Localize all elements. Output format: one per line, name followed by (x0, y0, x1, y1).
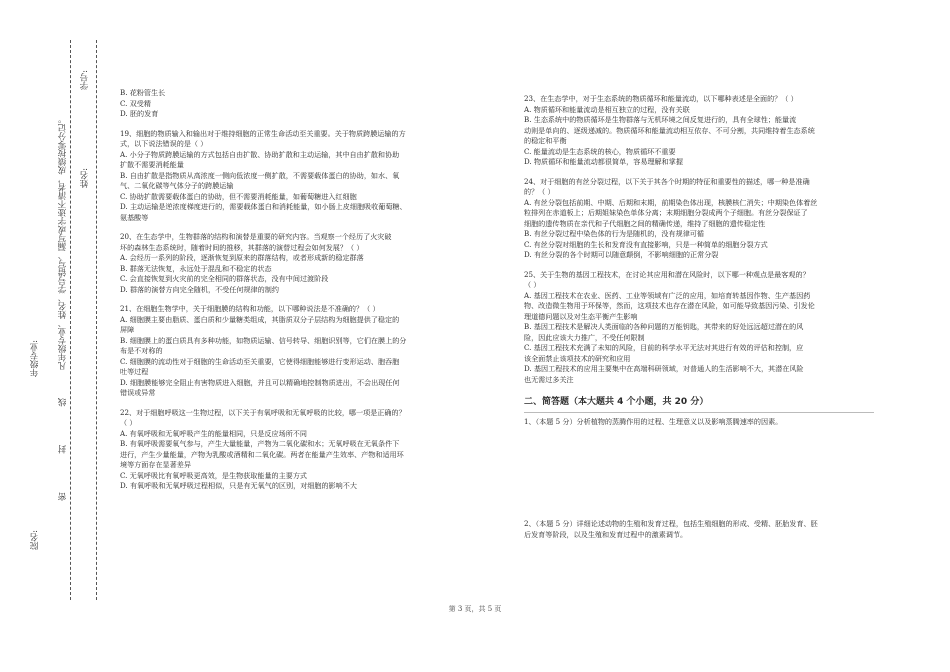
option-line: 的稳定和平衡 (524, 136, 567, 145)
question-line: 23、在生态学中，对于生态系统的物质循环和能量流动，以下哪种表述是全面的？（ ） (524, 94, 798, 103)
question-line: 1、（本题 5 分）分析植物的蒸腾作用的过程、生理意义以及影响蒸腾速率的因素。 (524, 416, 783, 426)
option-line: B. 生态系统中的物质循环是生物群落与无机环境之间反复进行的，具有全球性；能量流 (524, 115, 797, 124)
option-line: D. 物质循环和能量流动都很简单，容易理解和掌握 (524, 157, 683, 166)
option-line: 细胞的遗传物质在亲代和子代细胞之间的精确传递，维持了细胞的遗传稳定性 (524, 218, 766, 228)
option-line: B. 细胞膜上的蛋白质具有多种功能，如物质运输、信号转导、细胞识别等，它们在膜上的分 (120, 335, 407, 345)
seal-label: 密 封 线 (58, 380, 68, 501)
question-line: 坏的森林生态系统时，随着时间的推移，其群落的演替过程会如何发展？（ ） (120, 242, 364, 252)
option-line: B. 自由扩散是指物质从高浓度一侧向低浓度一侧扩散，不需要载体蛋白的协助，如水、氧 (120, 170, 400, 180)
option-line: C. 协助扩散需要载体蛋白的协助，但不需要消耗能量，如葡萄糖进入红细胞 (120, 191, 357, 201)
answer-space (524, 427, 874, 519)
option-line: 境等方面存在显著差异 (120, 460, 191, 469)
name-label: 姓名: (80, 168, 90, 188)
option-line: D. 主动运输是逆浓度梯度进行的，需要载体蛋白和消耗能量，如小肠上皮细胞吸收葡萄糖、 (120, 202, 407, 211)
option-line: D. 基因工程技术的应用主要集中在高端科研领域，对普通人的生活影响不大，其潜在风险 (524, 364, 804, 373)
question-20 (120, 232, 460, 295)
option-line: 扩散不需要消耗能量 (120, 160, 184, 169)
option-line: 险，因此应该大力推广，不受任何限制 (524, 332, 645, 342)
option-line: B. 花粉管生长 (120, 88, 166, 97)
student-id-label: 学号: (80, 70, 90, 90)
question-24 (524, 177, 874, 261)
option-line: D. 细胞膜能够完全阻止有害物质进入细胞，并且可以精确地控制物质进出，不会出现任何 (120, 377, 400, 387)
option-line: A. 小分子物质跨膜运输的方式包括自由扩散、协助扩散和主动运输，其中自由扩散和协助 (120, 149, 400, 159)
option-line: 错误或异常 (120, 388, 156, 397)
option-line: C. 细胞膜的流动性对于细胞的生命活动至关重要，它使得细胞能够进行变形运动、胞吞胞 (120, 356, 400, 366)
option-line: B. 有丝分裂过程中染色体的行为是随机的，没有规律可循 (524, 229, 704, 238)
question-line: （ ） (524, 280, 541, 289)
question-line: 22、对于细胞呼吸这一生物过程，以下关于有氧呼吸和无氧呼吸的比较，哪一项是正确的？ (120, 407, 406, 417)
option-line: A. 有丝分裂包括前期、中期、后期和末期，前期染色体出现，核膜核仁消失；中期染色体着丝 (524, 197, 818, 207)
option-line: 气、二氧化碳等气体分子的跨膜运输 (120, 181, 234, 190)
option-line: 该全面禁止该项技术的研究和应用 (524, 353, 631, 363)
short-answer-2 (524, 519, 874, 540)
question-23 (524, 94, 874, 168)
option-line: D. 有氧呼吸和无氧呼吸过程相似，只是有无氧气的区别，对细胞的影响不大 (120, 481, 357, 490)
option-line: 布是不对称的 (120, 346, 163, 355)
seal-line-inner (70, 40, 71, 600)
option-line: D. 胚的发育 (120, 109, 159, 118)
question-21 (120, 304, 460, 399)
option-line: 氨基酸等 (120, 212, 149, 222)
warning-text: 凡年级专业、姓名、学号错写、漏写或字迹不清者，成绩按零分记。 (58, 115, 68, 370)
question-18-options (120, 88, 460, 120)
question-line: 式，以下说法错误的是（ ） (120, 139, 208, 148)
binding-margin (0, 0, 105, 672)
question-line: 19、细胞的物质输入和输出对于维持细胞的正常生命活动至关重要。关于物质跨膜运输的方 (120, 128, 406, 138)
option-line: C. 基因工程技术充满了未知的风险，目前的科学水平无法对其进行有效的评估和控制，应 (524, 343, 804, 352)
option-line: C. 无氧呼吸比有氧呼吸更高效，是生物获取能量的主要方式 (120, 470, 308, 480)
option-line: 吐等过程 (120, 367, 149, 376)
left-column (120, 88, 460, 492)
option-line: D. 有丝分裂的各个时期可以随意颠倒，不影响细胞的正常分裂 (524, 250, 719, 259)
option-line: B. 有氧呼吸需要氧气参与，产生大量能量，产物为二氧化碳和水；无氧呼吸在无氧条件下 (120, 439, 400, 448)
option-line: 物、改造微生物用于环保等，然而，这项技术也存在潜在风险，如可能导致基因污染、引发伦 (524, 301, 815, 310)
option-line: 屏障 (120, 325, 135, 334)
section-divider (524, 412, 874, 413)
question-19 (120, 129, 460, 224)
option-line: B. 群落无法恢复，永远处于混乱和不稳定的状态 (120, 263, 272, 273)
question-line: （ ） (120, 418, 137, 427)
option-line: A. 有氧呼吸和无氧呼吸产生的能量相同，只是反应场所不同 (120, 428, 307, 438)
section-title: 二、简答题（本大题共 4 个小题，共 20 分） (524, 397, 709, 407)
option-line: A. 细胞膜主要由脂质、蛋白质和少量糖类组成，其脂质双分子层结构为细胞提供了稳定的 (120, 314, 400, 324)
page-number: 第 3 页，共 5 页 (448, 605, 502, 613)
option-line: C. 能量流动是生态系统的核心，物质循环不重要 (524, 146, 676, 156)
seal-line (96, 40, 97, 600)
option-line: A. 物质循环和能量流动是相互独立的过程，没有关联 (524, 104, 690, 114)
option-line: B. 基因工程技术是解决人类面临的各种问题的万能钥匙，其带来的好处远远超过潜在的风 (524, 322, 804, 331)
short-answer-1 (524, 417, 874, 428)
question-line: 21、在细胞生物学中，关于细胞膜的结构和功能，以下哪种说法是不准确的？（ ） (120, 304, 380, 313)
option-line: 理道德问题以及对生态平衡产生影响 (524, 311, 638, 321)
option-line: 粒排列在赤道板上；后期姐妹染色单体分离；末期细胞分裂成两个子细胞。有丝分裂保证了 (524, 208, 808, 217)
question-25 (524, 270, 874, 386)
school-label: 院名: (30, 530, 40, 550)
grade-label: 年级专业: (30, 340, 40, 377)
option-line: D. 群落的演替方向完全随机，不受任何规律的制约 (120, 284, 279, 294)
question-line: 后发育等阶段，以及生殖和发育过程中的激素调节。 (524, 529, 688, 539)
option-line: C. 双受精 (120, 98, 151, 108)
question-line: 25、关于生物的基因工程技术，在讨论其应用和潜在风险时，以下哪一种观点是最客观的？ (524, 269, 810, 279)
option-line: A. 基因工程技术在农业、医药、工业等领域有广泛的应用，如培育转基因作物、生产基因药 (524, 290, 811, 300)
question-line: 2、（本题 5 分）详细论述动物的生殖和发育过程，包括生殖细胞的形成、受精、胚胎发育、胚 (524, 519, 818, 528)
option-line: C. 有丝分裂对细胞的生长和发育没有直接影响，只是一种简单的细胞分裂方式 (524, 239, 768, 249)
option-line: 也无需过多关注 (524, 374, 574, 384)
option-line: A. 会经历一系列的阶段，逐渐恢复到原来的群落结构，或者形成新的稳定群落 (120, 253, 364, 262)
question-line: 的？（ ） (524, 187, 555, 196)
option-line: 进行，产生少量能量，产物为乳酸或酒精和二氧化碳。两者在能量产生效率、产物和适用环 (120, 449, 404, 459)
question-line: 24、对于细胞的有丝分裂过程，以下关于其各个时期的特征和重要性的描述，哪一种是准确 (524, 176, 810, 186)
right-column (524, 94, 874, 540)
option-line: 动则是单向的、逐级递减的。物质循环和能量流动相互依存、不可分割，共同维持着生态系统 (524, 125, 815, 135)
option-line: C. 会直接恢复到火灾前的完全相同的群落状态，没有中间过渡阶段 (120, 274, 329, 283)
question-line: 20、在生态学中，生物群落的结构和演替是重要的研究内容。当观察一个经历了火灾破 (120, 232, 392, 241)
question-22 (120, 408, 460, 492)
